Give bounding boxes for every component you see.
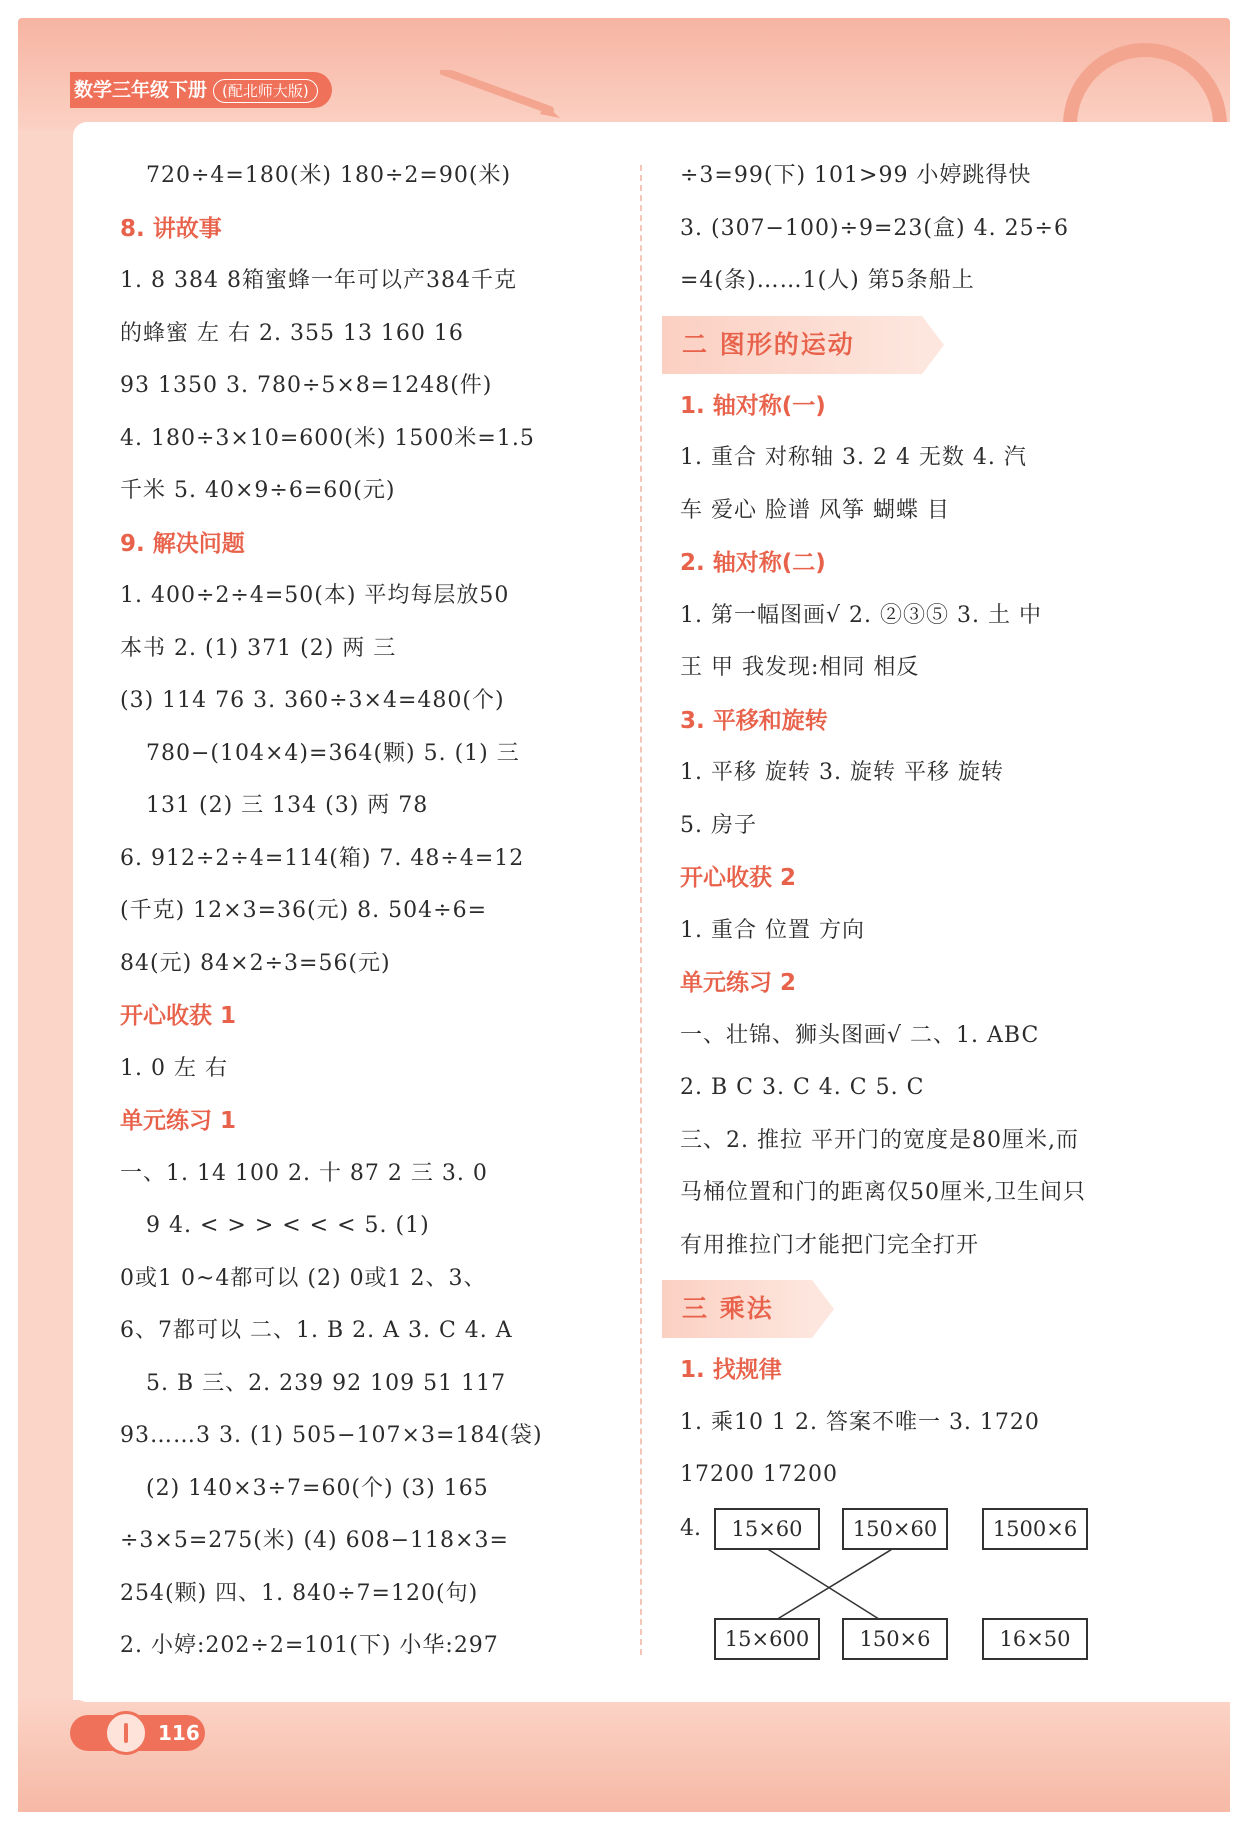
chapter-banner — [662, 316, 922, 374]
section-heading: 2. 轴对称(二) — [680, 550, 826, 576]
answer-line: 1. 平移 旋转 3. 旋转 平移 旋转 — [680, 760, 1004, 785]
answer-line: 5. B 三、2. 239 92 109 51 117 — [146, 1370, 507, 1396]
answer-line: 1. 第一幅图画√ 2. ②③⑤ 3. 土 中 — [680, 602, 1042, 628]
chapter-title: 三 乘法 — [682, 1294, 774, 1323]
book-title: 数学三年级下册 — [74, 79, 208, 101]
answer-line: 6. 912÷2÷4=114(箱) 7. 48÷4=12 — [120, 845, 525, 871]
answer-line: 93……3 3. (1) 505−107×3=184(袋) — [120, 1423, 543, 1448]
answer-line: 93 1350 3. 780÷5×8=1248(件) — [120, 373, 493, 398]
answer-line: 780−(104×4)=364(颗) 5. (1) 三 — [146, 740, 520, 766]
answer-line: =4(条)……1(人) 第5条船上 — [680, 268, 975, 293]
section-heading: 开心收获 2 — [680, 865, 797, 891]
section-heading: 3. 平移和旋转 — [680, 707, 828, 734]
expression-box: 15×60 — [714, 1508, 820, 1550]
answer-line: 3. (307−100)÷9=23(盒) 4. 25÷6 — [680, 215, 1069, 241]
answer-line: 千米 5. 40×9÷6=60(元) — [120, 478, 396, 503]
section-heading: 1. 找规律 — [680, 1357, 782, 1383]
page-marker-icon — [104, 1711, 148, 1755]
right-column — [680, 150, 1180, 1678]
expression-box: 15×600 — [714, 1618, 820, 1660]
answer-line: 6、7都可以 二、1. B 2. A 3. C 4. A — [120, 1318, 513, 1343]
section-heading: 1. 轴对称(一) — [680, 392, 826, 419]
expression-box: 150×6 — [842, 1618, 948, 1660]
answer-line: 2. 小婷:202÷2=101(下) 小华:297 — [120, 1633, 499, 1658]
page-number: 116 — [158, 1721, 200, 1745]
section-heading: 单元练习 1 — [120, 1108, 237, 1134]
answer-line: 9 4. < > > < < < 5. (1) — [146, 1213, 430, 1238]
answer-line: 720÷4=180(米) 180÷2=90(米) — [146, 163, 512, 188]
chapter-banner — [662, 1280, 812, 1338]
answer-line: 1. 乘10 1 2. 答案不唯一 3. 1720 — [680, 1409, 1040, 1435]
section-heading: 9. 解决问题 — [120, 530, 245, 557]
page-number-badge — [70, 1711, 205, 1755]
answer-line: 0或1 0~4都可以 (2) 0或1 2、3、 — [120, 1265, 487, 1291]
section-heading: 开心收获 1 — [120, 1003, 237, 1029]
answer-line: 5. 房子 — [680, 812, 757, 838]
column-divider — [640, 165, 642, 1655]
answer-line: 254(颗) 四、1. 840÷7=120(句) — [120, 1580, 479, 1606]
answer-line: 本书 2. (1) 371 (2) 两 三 — [120, 635, 397, 661]
answer-line: 4. 180÷3×10=600(米) 1500米=1.5 — [120, 425, 535, 451]
expression-box: 1500×6 — [982, 1508, 1088, 1550]
answer-line: (3) 114 76 3. 360÷3×4=480(个) — [120, 688, 505, 713]
section-heading: 8. 讲故事 — [120, 215, 222, 242]
answer-line: 王 甲 我发现:相同 相反 — [680, 655, 920, 680]
book-edition: (配北师大版) — [213, 79, 318, 103]
answer-line: 131 (2) 三 134 (3) 两 78 — [146, 793, 429, 818]
answer-line: ÷3=99(下) 101>99 小婷跳得快 — [680, 163, 1032, 188]
answer-line: 1. 400÷2÷4=50(本) 平均每层放50 — [120, 583, 510, 608]
answer-line: 84(元) 84×2÷3=56(元) — [120, 950, 391, 976]
answer-line: 车 爱心 脸谱 风筝 蝴蝶 目 — [680, 497, 950, 523]
answer-line: 三、2. 推拉 平开门的宽度是80厘米,而 — [680, 1127, 1079, 1153]
book-title-tag — [70, 72, 332, 108]
answer-line: (千克) 12×3=36(元) 8. 504÷6= — [120, 898, 488, 923]
expression-box: 16×50 — [982, 1618, 1088, 1660]
answer-line: 1. 0 左 右 — [120, 1055, 228, 1081]
answer-line: 一、壮锦、狮头图画√ 二、1. ABC — [680, 1022, 1040, 1048]
answer-line: 一、1. 14 100 2. 十 87 2 三 3. 0 — [120, 1160, 488, 1186]
expression-box: 150×60 — [842, 1508, 948, 1550]
question-label: 4. — [680, 1515, 701, 1541]
protractor-icon — [1060, 40, 1230, 130]
answer-line: 的蜂蜜 左 右 2. 355 13 160 16 — [120, 320, 464, 346]
answer-line: 2. B C 3. C 4. C 5. C — [680, 1075, 925, 1100]
answer-line: 1. 重合 对称轴 3. 2 4 无数 4. 汽 — [680, 445, 1027, 470]
section-heading: 单元练习 2 — [680, 970, 797, 996]
answer-line: 1. 8 384 8箱蜜蜂一年可以产384千克 — [120, 268, 517, 293]
answer-line: 马桶位置和门的距离仅50厘米,卫生间只 — [680, 1180, 1086, 1205]
matching-diagram — [680, 1508, 1180, 1678]
left-margin-band — [18, 130, 73, 1700]
answer-line: (2) 140×3÷7=60(个) (3) 165 — [146, 1475, 489, 1501]
answer-line: ÷3×5=275(米) (4) 608−118×3= — [120, 1528, 509, 1553]
answer-line: 1. 重合 位置 方向 — [680, 917, 865, 943]
pencil-icon — [440, 70, 560, 120]
chapter-title: 二 图形的运动 — [682, 329, 855, 359]
left-column — [120, 150, 620, 1673]
answer-line: 17200 17200 — [680, 1462, 838, 1487]
answer-line: 有用推拉门才能把门完全打开 — [680, 1232, 980, 1258]
